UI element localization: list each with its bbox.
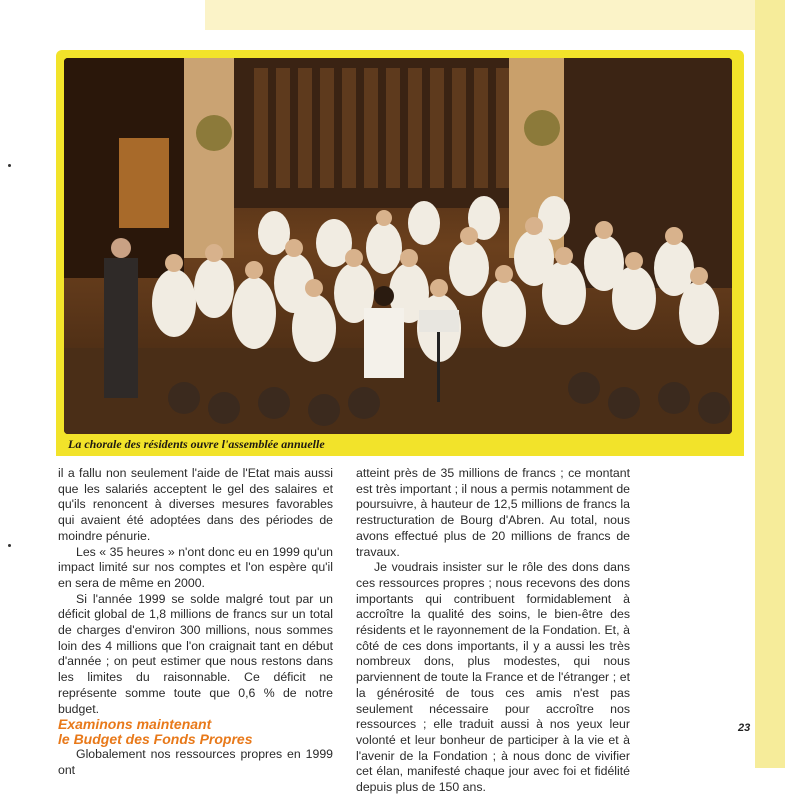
choir-photo	[64, 58, 732, 434]
article-left-column	[58, 466, 333, 779]
choir-illustration	[64, 58, 732, 434]
section-subheading	[58, 717, 333, 747]
facing-page-edge	[205, 0, 760, 30]
flower-arrangement-right	[524, 110, 560, 146]
paragraph: Si l'année 1999 se solde malgré tout par un déficit global de 1,8 millions de francs sur un total de charges d'environ 300 millions, nous sommes loin des 4 millions que l'on craignait tant en début d'année ; on peut estimer que nous restons dans les limites du raisonnable. Ce déficit ne représente somme toute que 0,6 % de notre budget.	[58, 591, 333, 716]
subheading-line-2: le Budget des Fonds Propres	[58, 731, 253, 748]
page-side-edge	[755, 0, 785, 768]
subheading-line-1: Examinons maintenant	[58, 716, 212, 733]
stone-pillar-left	[184, 58, 234, 258]
paragraph: Les « 35 heures » n'ont donc eu en 1999 qu'un impact limité sur nos comptes et l'on espère qu'il en sera de même en 2000.	[58, 544, 333, 590]
flower-arrangement-left	[196, 115, 232, 151]
speaker-in-suit	[104, 258, 138, 398]
paragraph: Globalement nos ressources propres en 1999 ont	[58, 747, 333, 777]
paragraph: Je voudrais insister sur le rôle des dons dans ces ressources propres ; nous recevons des dons importants qui contribuent formidablement à accroître la qualité des soins, le bien-être des résidents et le rayonnement de la Fondation. Et, à côté de ces dons importants, il y a aussi les très nombreux dons, plus modestes, qui nous parviennent de toute la France et de l'étranger ; et la générosité de tous ces amis n'est pas seulement nécessaire pour accroître nos ressources ; elle traduit aussi à nos yeux leur volonté et leur bonheur de participer à la vie et à l'avenir de la Fondation ; à nous donc de vivifier cet élan, manifesté chaque jour avec foi et fidélité depuis plus de 150 ans.	[356, 560, 630, 795]
page-number: 23	[738, 722, 751, 734]
article-right-column	[356, 466, 630, 796]
scan-mark	[8, 164, 11, 167]
paragraph: atteint près de 35 millions de francs ; ce montant est très important ; il nous a permis notamment de poursuivre, à hauteur de 12,5 millions de francs la restructuration de Bourg d'Abren. Au total, nous avons effectué plus de 20 millions de francs de travaux.	[356, 466, 630, 559]
photo-caption: La chorale des résidents ouvre l'assemblée annuelle	[68, 437, 325, 451]
wooden-door	[119, 138, 169, 228]
scan-mark	[8, 544, 11, 547]
paragraph: il a fallu non seulement l'aide de l'Etat mais aussi que les salariés acceptent le gel des salaires et qu'ils renoncent à diverses mesures favorables qui avaient été adoptées dans des périodes de moindre pénurie.	[58, 466, 333, 543]
conductor	[364, 308, 404, 378]
music-stand	[419, 310, 459, 332]
